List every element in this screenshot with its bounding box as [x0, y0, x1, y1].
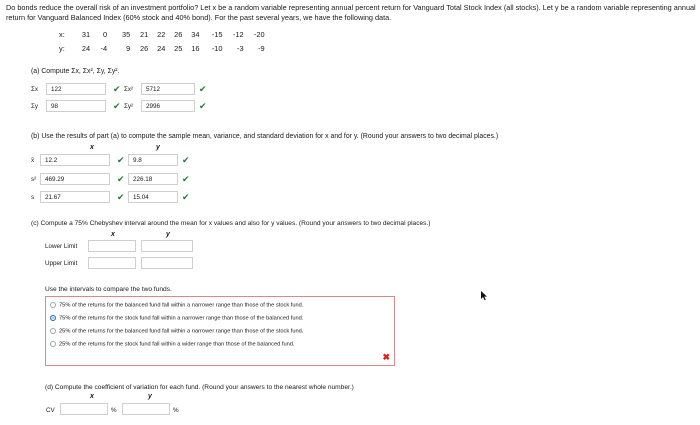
upper-limit-label: Upper Limit [45, 260, 78, 267]
radio-button[interactable] [50, 341, 56, 347]
upper-limit-y-input[interactable] [141, 257, 193, 269]
compare-option[interactable] [50, 341, 295, 348]
x-value: 34 [191, 30, 200, 39]
option-text: 75% of the returns for the balanced fund fall within a narrower range than those of the stock fund. [59, 302, 304, 309]
x-value: 21 [140, 30, 149, 39]
lower-limit-x-input[interactable] [88, 240, 136, 252]
col-x-header: x [90, 393, 94, 400]
check-icon: ✔ [182, 155, 190, 165]
cv-y-input[interactable] [122, 403, 170, 415]
part-d-prompt: (d) Compute the coefficient of variation for each fund. (Round your answers to the nearest whole number.) [45, 384, 354, 391]
mean-label: x̄ [31, 157, 35, 164]
cv-label: CV [46, 407, 55, 414]
y-value: -10 [211, 44, 223, 53]
variance-label: s² [31, 176, 37, 183]
lower-limit-label: Lower Limit [45, 243, 78, 250]
check-icon: ✔ [182, 174, 190, 184]
col-x-header: x [90, 144, 94, 151]
std-dev-label: s [31, 194, 35, 201]
cursor-arrow-icon [480, 291, 488, 301]
check-icon: ✔ [199, 101, 207, 111]
upper-limit-x-input[interactable] [88, 257, 136, 269]
radio-button-selected[interactable] [50, 315, 56, 321]
std-dev-x-input[interactable]: 21.67 [40, 191, 110, 203]
sum-y-input[interactable]: 98 [46, 100, 106, 112]
y-value: 9 [126, 44, 131, 53]
check-icon: ✔ [113, 84, 121, 94]
sum-y-label: Σy [31, 103, 39, 110]
check-icon: ✔ [182, 192, 190, 202]
sum-x2-label: Σx² [124, 86, 134, 93]
x-data-row [59, 30, 265, 39]
x-value: 26 [174, 30, 183, 39]
incorrect-x-icon: ✖ [382, 352, 390, 362]
check-icon: ✔ [117, 192, 125, 202]
x-value: -15 [211, 30, 223, 39]
option-text: 25% of the returns for the balanced fund fall within a narrower range than those of the stock fund. [59, 328, 304, 335]
x-value: -20 [253, 30, 265, 39]
variance-x-input[interactable]: 469.29 [40, 173, 110, 185]
sum-x-label: Σx [31, 86, 39, 93]
compare-option[interactable] [50, 302, 303, 309]
option-text: 75% of the returns for the stock fund fall within a narrower range than those of the balanced fund. [59, 315, 304, 322]
x-value: 31 [81, 30, 91, 39]
mean-x-input[interactable]: 12.2 [40, 154, 110, 166]
check-icon: ✔ [199, 84, 207, 94]
mean-y-input[interactable]: 9.8 [128, 154, 178, 166]
y-value: 24 [81, 44, 91, 53]
compare-option[interactable] [50, 315, 303, 322]
radio-button[interactable] [50, 302, 56, 308]
option-text: 25% of the returns for the stock fund fall within a wider range than those of the balanced fund. [59, 341, 295, 348]
col-y-header: y [156, 144, 160, 151]
check-icon: ✔ [117, 174, 125, 184]
lower-limit-y-input[interactable] [141, 240, 193, 252]
sum-y2-input[interactable]: 2996 [141, 100, 195, 112]
x-row-label: x: [59, 30, 65, 39]
y-data-row [59, 44, 265, 53]
col-y-header: y [148, 393, 152, 400]
sum-y2-label: Σy² [124, 103, 134, 110]
percent-unit: % [111, 407, 117, 414]
x-value: -12 [232, 30, 244, 39]
part-a-prompt: (a) Compute Σx, Σx², Σy, Σy². [31, 68, 120, 75]
percent-unit: % [173, 407, 179, 414]
y-value: -4 [100, 44, 108, 53]
y-value: 26 [140, 44, 149, 53]
y-value: 24 [157, 44, 166, 53]
y-value: -9 [258, 44, 265, 53]
x-value: 0 [103, 30, 108, 39]
col-x-header: x [111, 231, 115, 238]
compare-prompt: Use the intervals to compare the two funds. [45, 286, 172, 293]
question-intro: Do bonds reduce the overall risk of an investment portfolio? Let x be a random variable representing annual percent return for Vanguard Total Stock Index (all stocks). Let y be a random variable representing annual return for Vanguard Balanced Index (60% stock and 40% bond). For the past several years, we have the following data. [6, 3, 696, 22]
sum-x-input[interactable]: 122 [46, 83, 106, 95]
check-icon: ✔ [117, 155, 125, 165]
y-value: 16 [191, 44, 200, 53]
x-value: 35 [121, 30, 131, 39]
radio-button[interactable] [50, 328, 56, 334]
y-value: 25 [174, 44, 183, 53]
part-b-prompt: (b) Use the results of part (a) to compute the sample mean, variance, and standard deviation for x and for y. (Round your answers to two decimal places.) [31, 133, 499, 140]
sum-x2-input[interactable]: 5712 [141, 83, 195, 95]
y-value: -3 [236, 44, 244, 53]
std-dev-y-input[interactable]: 15.04 [128, 191, 178, 203]
x-value: 22 [157, 30, 166, 39]
variance-y-input[interactable]: 226.18 [128, 173, 178, 185]
part-c-prompt: (c) Compute a 75% Chebyshev interval around the mean for x values and also for y values. (Round your answers to two decimal places.) [31, 220, 431, 227]
cv-x-input[interactable] [60, 403, 108, 415]
y-row-label: y: [59, 44, 65, 53]
col-y-header: y [166, 231, 170, 238]
check-icon: ✔ [113, 101, 121, 111]
compare-option[interactable] [50, 328, 303, 335]
compare-options-group [45, 296, 395, 366]
